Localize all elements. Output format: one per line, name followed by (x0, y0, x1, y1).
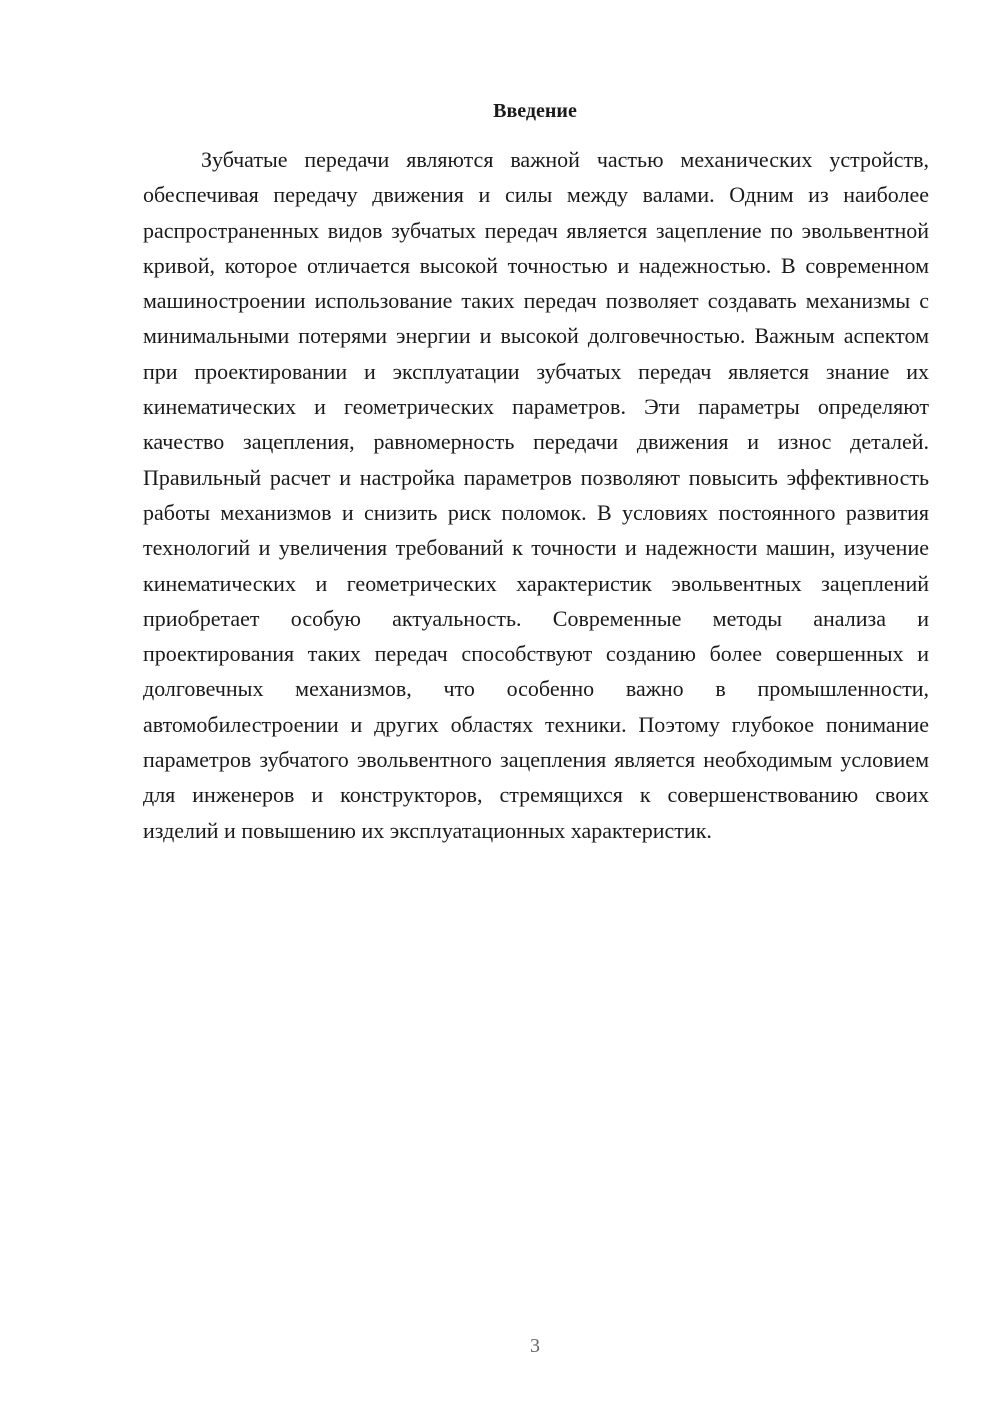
page-number: 3 (530, 1335, 540, 1357)
section-heading: Введение (493, 100, 577, 122)
body-paragraph: Зубчатые передачи являются важной частью механических устройств, обеспечивая передачу движения и силы между валами. Одним из наиболее распространенных видов зубчатых передач является зацепление по эвольвентной кривой, которое отличается высокой точностью и надежностью. В современном машиностроении использование таких передач позволяет создавать механизмы с минимальными потерями энергии и высокой долговечностью. Важным аспектом при проектировании и эксплуатации зубчатых передач является знание их кинематических и геометрических параметров. Эти параметры определяют качество зацепления, равномерность передачи движения и износ деталей. Правильный расчет и настройка параметров позволяют повысить эффективность работы механизмов и снизить риск поломок. В условиях постоянного развития технологий и увеличения требований к точности и надежности машин, изучение кинематических и геометрических характеристик эвольвентных зацеплений приобретает особую актуальность. Современные методы анализа и проектирования таких передач способствуют созданию более совершенных и долговечных механизмов, что особенно важно в промышленности, автомобилестроении и других областях техники. Поэтому глубокое понимание параметров зубчатого эвольвентного зацепления является необходимым условием для инженеров и конструкторов, стремящихся к совершенствованию своих изделий и повышению их эксплуатационных характеристик. (143, 147, 929, 843)
